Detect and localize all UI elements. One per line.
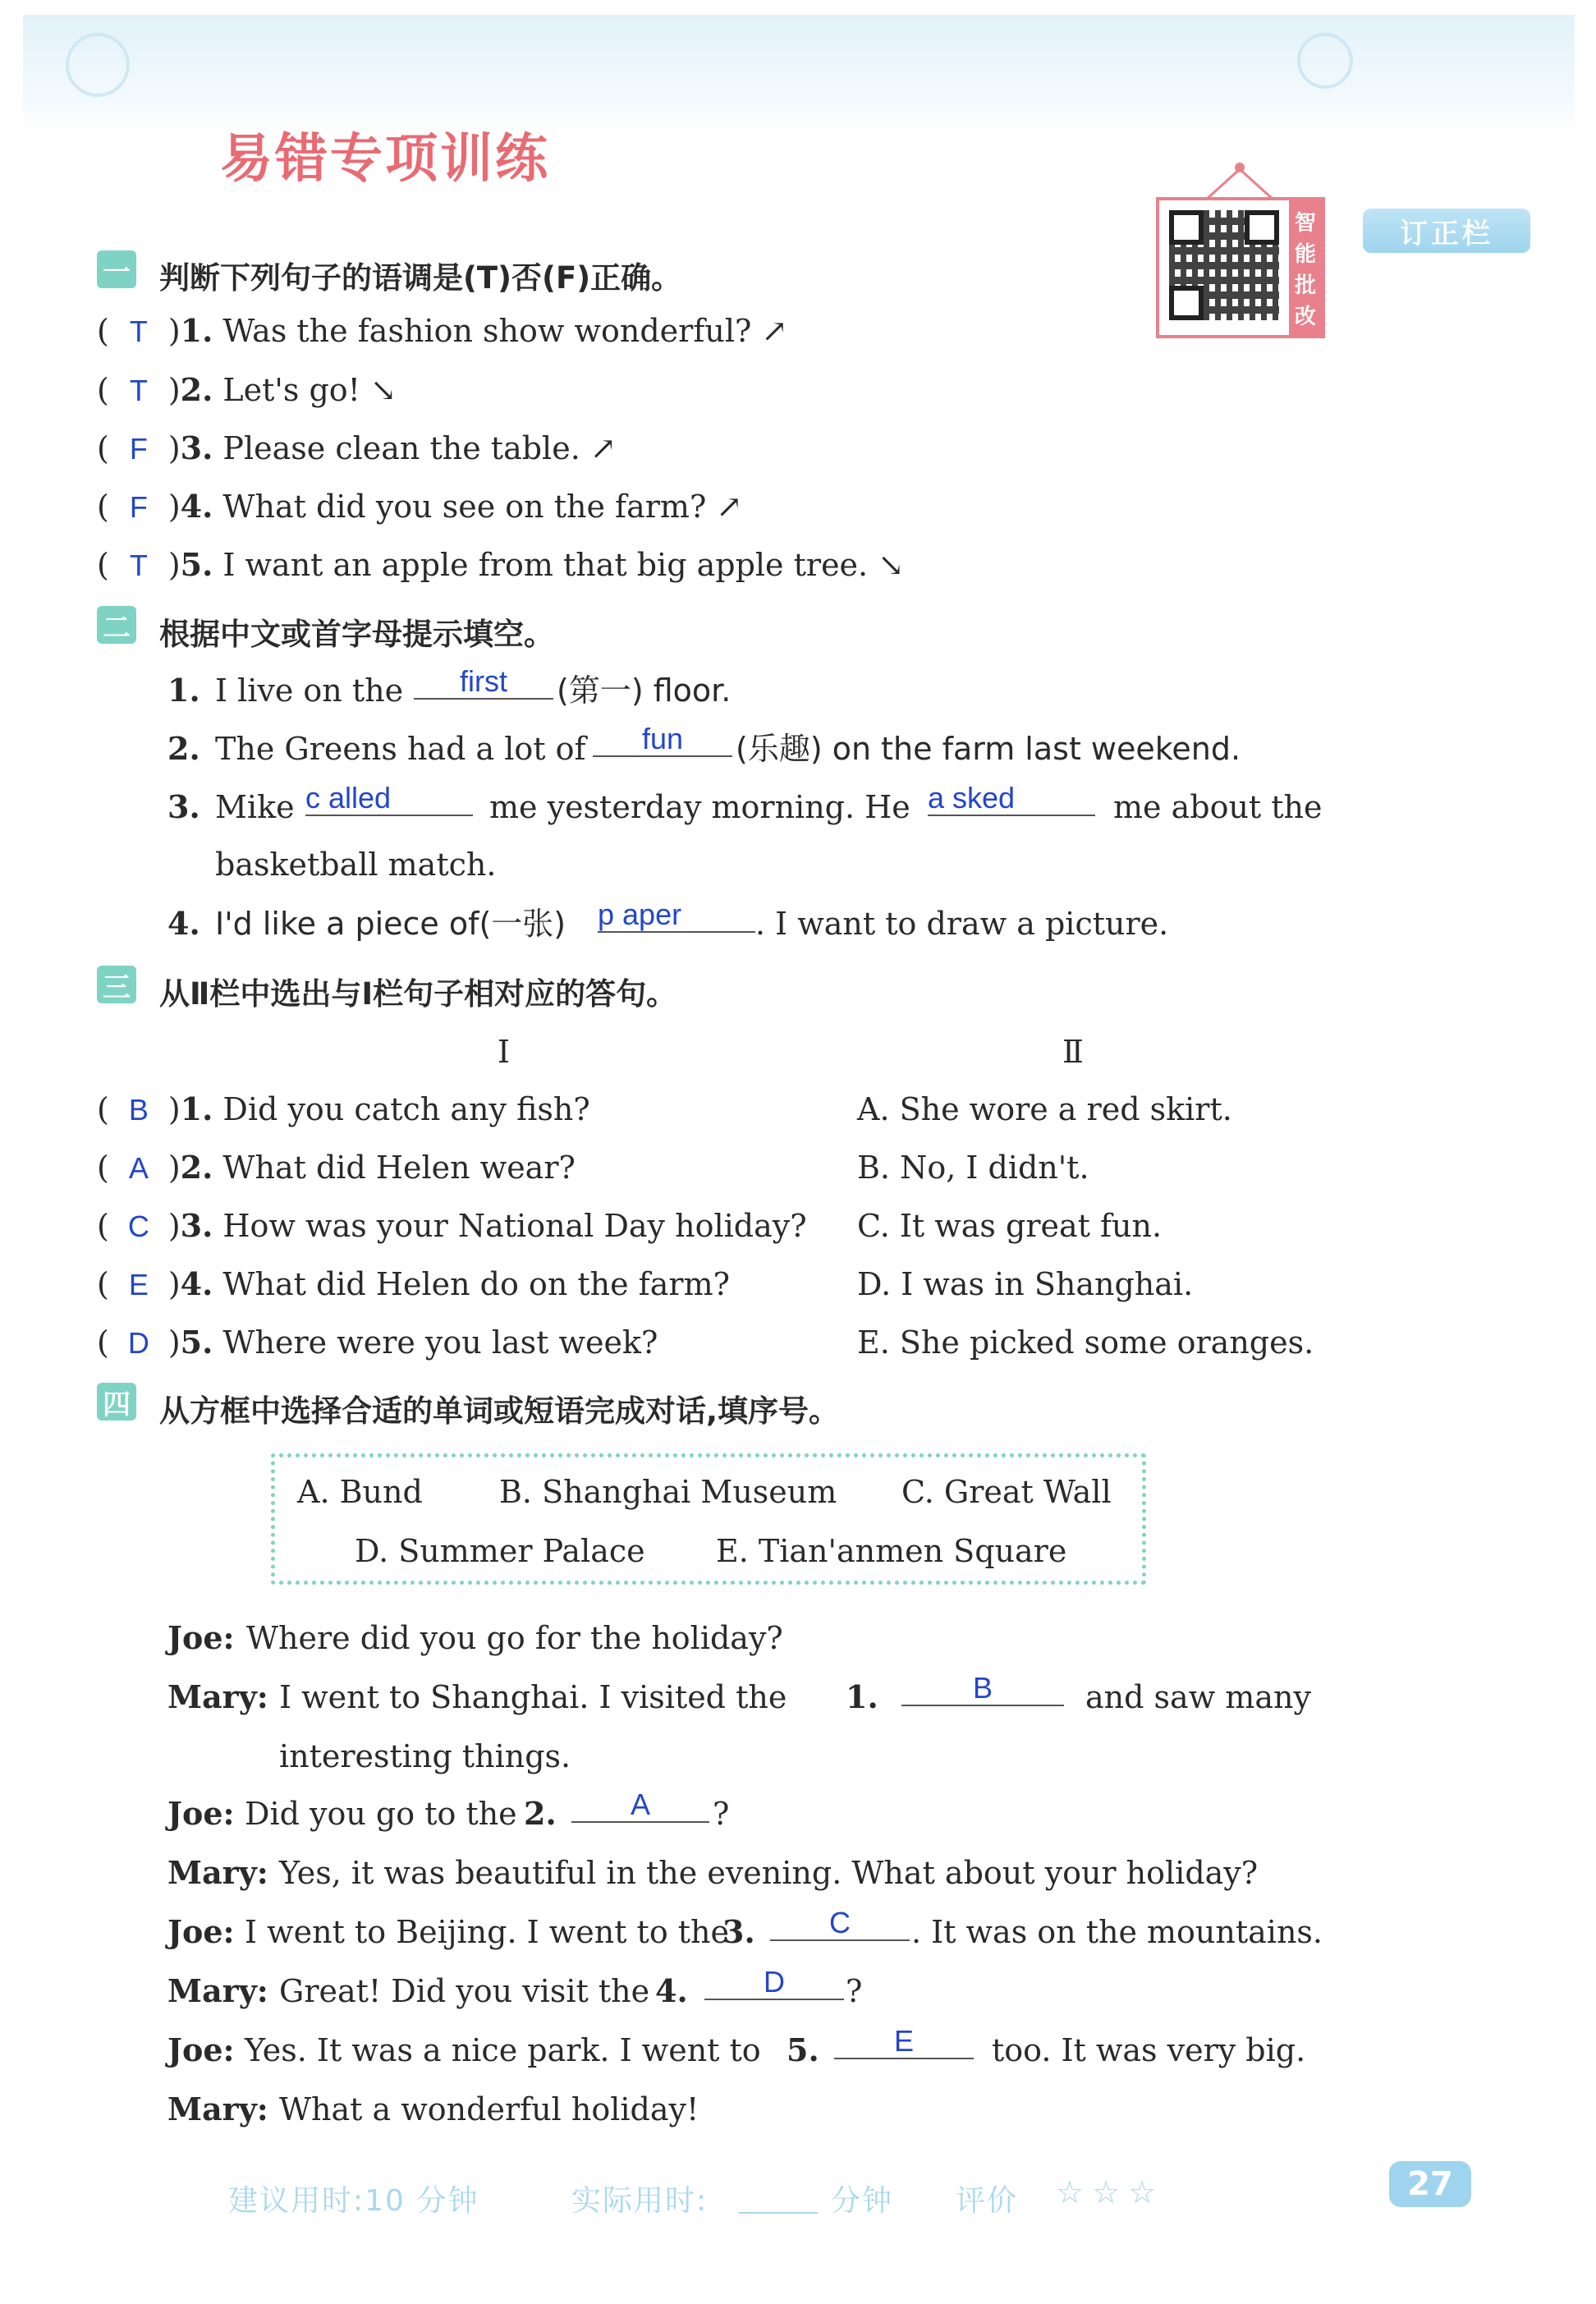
actual-time-label: 实际用时: xyxy=(571,2184,709,2218)
answer-mark: T xyxy=(129,374,148,407)
word-option: D. Summer Palace xyxy=(355,1533,645,1569)
suggested-time: 建议用时:10 分钟 xyxy=(228,2184,479,2218)
speaker: Joe: xyxy=(167,2031,235,2068)
speaker: Mary: xyxy=(167,1678,268,1715)
speaker: Mary: xyxy=(167,1854,268,1891)
speaker: Mary: xyxy=(167,1972,268,2009)
qr-code-card[interactable] xyxy=(1156,197,1325,338)
section-3-title: 从Ⅱ栏中选出与Ⅰ栏句子相对应的答句。 xyxy=(159,976,677,1012)
match-row: ( B )1. Did you catch any fish? xyxy=(97,1090,590,1127)
match-row: ( A )2. What did Helen wear? xyxy=(97,1149,576,1186)
speaker: Joe: xyxy=(167,1619,235,1656)
section-1-badge: 一 xyxy=(97,250,136,288)
match-row: ( C )3. How was your National Day holiday? xyxy=(97,1207,807,1244)
word-option: B. Shanghai Museum xyxy=(499,1474,837,1510)
speaker: Mary: xyxy=(167,2091,268,2127)
qr-hanger-icon xyxy=(1200,161,1279,202)
fill-blank[interactable]: first xyxy=(414,665,553,700)
match-row: ( D )5. Where were you last week? xyxy=(97,1324,658,1361)
page-number: 27 xyxy=(1389,2161,1471,2207)
rating-stars-icon[interactable]: ☆☆☆ xyxy=(1056,2174,1165,2210)
section-3-badge: 三 xyxy=(97,966,136,1003)
word-option: C. Great Wall xyxy=(901,1474,1112,1510)
word-option: A. Bund xyxy=(297,1474,423,1510)
match-row: ( E )4. What did Helen do on the farm? xyxy=(97,1265,730,1302)
decor-bubble xyxy=(1297,33,1353,89)
question-row: ( F )4. What did you see on the farm? ↗ xyxy=(97,488,743,525)
section-4-title: 从方框中选择合适的单词或短语完成对话,填序号。 xyxy=(159,1393,840,1429)
section-2-title: 根据中文或首字母提示填空。 xyxy=(159,617,554,652)
qr-side-label: 智 能 批 改 xyxy=(1289,200,1322,335)
question-row: ( T )1. Was the fashion show wonderful? ↗ xyxy=(97,312,788,349)
speaker: Joe: xyxy=(167,1795,235,1832)
fill-blank[interactable]: a sked xyxy=(928,782,1095,816)
question-row: ( T )2. Let's go! ↘ xyxy=(97,371,397,408)
fill-blank[interactable]: fun xyxy=(593,723,732,757)
page-title: 易错专项训练 xyxy=(220,129,550,190)
question-row: ( T )5. I want an apple from that big apple tree. ↘ xyxy=(97,546,905,583)
fill-blank[interactable]: c alled xyxy=(305,782,473,816)
word-option: E. Tian'anmen Square xyxy=(716,1533,1067,1569)
actual-time-blank[interactable] xyxy=(739,2212,818,2214)
question-row: ( F )3. Please clean the table. ↗ xyxy=(97,429,617,466)
section-2-badge: 二 xyxy=(97,606,136,644)
fill-blank[interactable]: C xyxy=(770,1907,910,1941)
section-1-title: 判断下列句子的语调是(T)否(F)正确。 xyxy=(159,260,682,296)
correction-column-tab: 订正栏 xyxy=(1363,209,1530,253)
fill-blank[interactable]: E xyxy=(834,2025,974,2059)
column-header: Ⅰ xyxy=(498,1034,511,1070)
fill-blank[interactable]: D xyxy=(704,1966,844,2000)
minutes-label: 分钟 xyxy=(831,2184,894,2218)
section-4-badge: 四 xyxy=(97,1383,136,1420)
fill-blank[interactable]: B xyxy=(901,1672,1064,1706)
answer-mark: F xyxy=(129,490,148,524)
fill-blank[interactable]: A xyxy=(571,1788,709,1823)
answer-mark: T xyxy=(129,314,148,348)
answer-mark: F xyxy=(129,432,148,466)
decor-bubble xyxy=(66,33,130,97)
column-header: Ⅱ xyxy=(1062,1034,1084,1070)
rating-label: 评价 xyxy=(956,2184,1019,2218)
answer-mark: T xyxy=(129,548,148,582)
speaker: Joe: xyxy=(167,1913,235,1950)
fill-blank[interactable]: p aper xyxy=(598,898,755,933)
